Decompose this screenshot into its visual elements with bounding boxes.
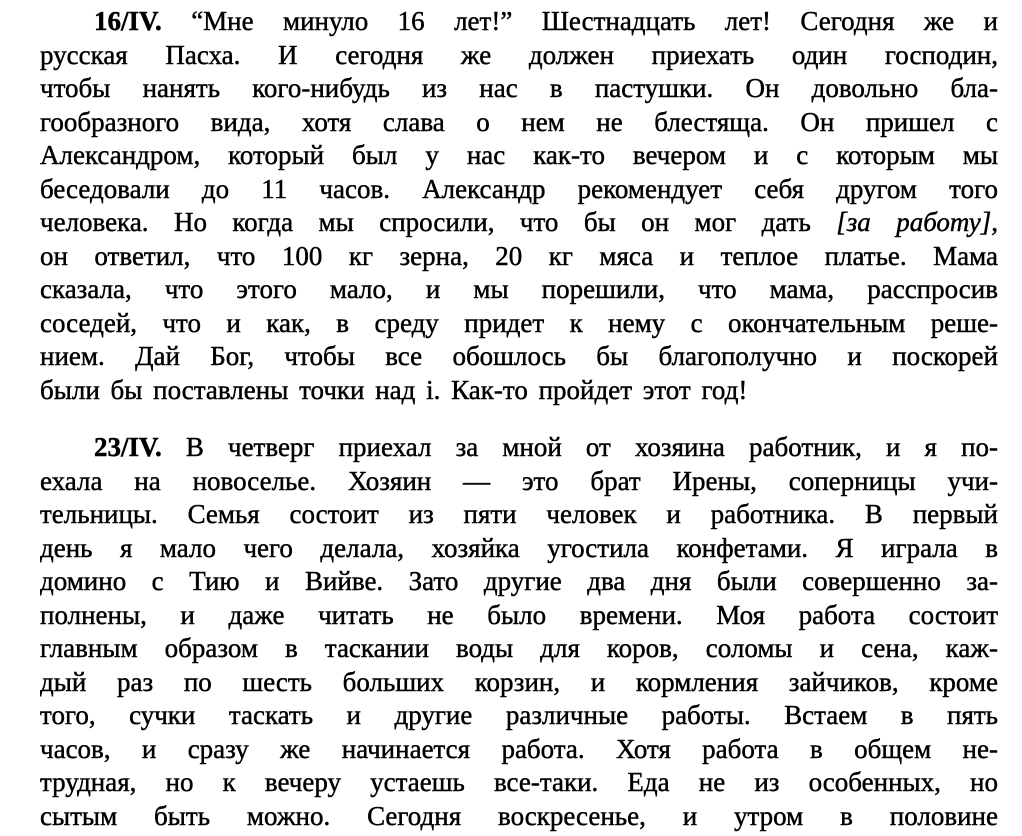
- text-line: часов, и сразу же начинается работа. Хотя работа в общем не-: [40, 733, 998, 764]
- text-line: нием. Дай Бог, чтобы все обошлось бы благополучно и поскорей: [40, 341, 998, 371]
- text-line: сытым быть можно. Сегодня воскресенье, и утром в половине: [40, 800, 998, 831]
- entry-date: 16/IV.: [94, 6, 162, 36]
- text-line: были бы поставлены точки над i. Как-то пройдет этот год!: [40, 374, 748, 405]
- text-line: русская Пасха. И сегодня же должен приехать один господин,: [40, 39, 998, 70]
- text-line: дый раз по шесть больших корзин, и кормления зайчиков, кроме: [40, 666, 998, 697]
- text-line: тельницы. Семья состоит из пяти человек и работника. В первый: [40, 499, 998, 529]
- text-line: [40, 5, 998, 39]
- text-line: день я мало чего делала, хозяйка угостила конфетами. Я играла в: [40, 532, 998, 563]
- text-line: гообразного вида, хотя слава о нем не блестяща. Он пришел с: [40, 106, 998, 137]
- bracketed-insertion: [за работу],: [836, 207, 998, 237]
- text-line: полнены, и даже читать не было времени. Моя работа состоит: [40, 599, 998, 630]
- text-line: трудная, но к вечеру устаешь все-таки. Еда не из особенных, но: [40, 767, 998, 797]
- entry-date: 23/IV.: [94, 432, 162, 462]
- diary-entry-16iv: [40, 5, 998, 407]
- line-text: В четверг приехал за мной от хозяина работник, и я по-: [185, 432, 998, 462]
- line-text: человека. Но когда мы спросили, что бы он мог дать: [40, 207, 811, 237]
- text-line: того, сучки таскать и другие различные работы. Встаем в пять: [40, 700, 998, 730]
- text-line: [40, 431, 998, 465]
- text-line: домино с Тию и Вийве. Зато другие два дня были совершенно за-: [40, 566, 998, 596]
- text-line: ехала на новоселье. Хозяин — это брат Ирены, соперницы учи-: [40, 465, 998, 496]
- text-line: [40, 206, 998, 240]
- text-line: главным образом в таскании воды для коров, соломы и сена, каж-: [40, 633, 998, 663]
- text-line: беседовали до 11 часов. Александр рекомендует себя другом того: [40, 173, 998, 204]
- diary-entry-23iv: [40, 431, 998, 833]
- line-text: “Мне минуло 16 лет!” Шестнадцать лет! Сегодня же и: [191, 6, 998, 36]
- text-line: чтобы нанять кого-нибудь из нас в пастушки. Он довольно бла-: [40, 73, 998, 103]
- text-line: он ответил, что 100 кг зерна, 20 кг мяса и теплое платье. Мама: [40, 240, 998, 271]
- text-line: Александром, который был у нас как-то вечером и с которым мы: [40, 140, 998, 170]
- text-line: сказала, что этого мало, и мы порешили, что мама, расспросив: [40, 274, 998, 304]
- text-line: соседей, что и как, в среду придет к нему с окончательным реше-: [40, 307, 998, 338]
